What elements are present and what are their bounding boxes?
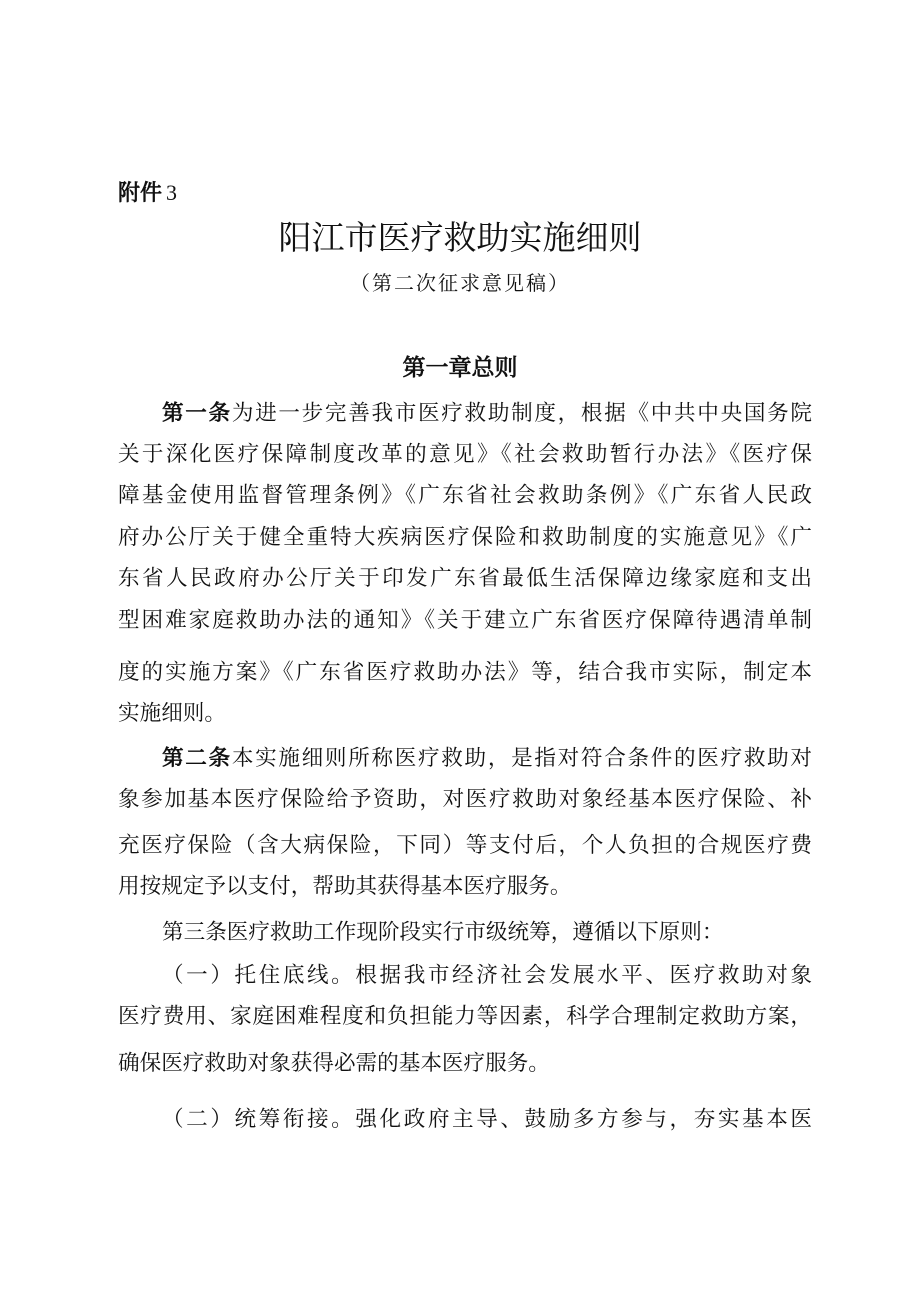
article-1-line-2: 关于深化医疗保障制度改革的意见》《社会救助暂行办法》《医疗保 [118,442,812,467]
article-2-line-4: 用按规定予以支付，帮助其获得基本医疗服务。 [118,874,572,899]
article-1-lead: 第一条 [162,401,232,426]
principle-2-line-1: （二）统筹衔接。强化政府主导、鼓励多方参与，夯实基本医 [162,1107,812,1132]
article-2-line-2: 象参加基本医疗保险给予资助，对医疗救助对象经基本医疗保险、补 [118,787,812,812]
article-1-line-7: 度的实施方案》《广东省医疗救助办法》等，结合我市实际，制定本 [118,660,812,685]
article-1-line-5: 东省人民政府办公厅关于印发广东省最低生活保障边缘家庭和支出 [118,566,812,591]
attachment-label: 附件 3 [118,180,178,206]
document-title: 阳江市医疗救助实施细则 [278,218,642,257]
article-2-line-3: 充医疗保险（含大病保险，下同）等支付后，个人负担的合规医疗费 [118,833,812,858]
document-subtitle: （第二次征求意见稿） [350,271,570,295]
article-1-line-6: 型困难家庭救助办法的通知》《关于建立广东省医疗保障待遇清单制 [118,608,812,633]
principle-1-line-2: 医疗费用、家庭困难程度和负担能力等因素，科学合理制定救助方案， [118,1004,812,1029]
chapter-heading: 第一章总则 [402,355,518,381]
article-2-lead: 第二条 [162,746,232,771]
article-1-line-3: 障基金使用监督管理条例》《广东省社会救助条例》《广东省人民政 [118,483,812,508]
principle-1-line-3: 确保医疗救助对象获得必需的基本医疗服务。 [118,1051,550,1076]
article-1-line-8: 实施细则。 [118,701,226,726]
article-1-line-1: 第一条为进一步完善我市医疗救助制度，根据《中共中央国务院 [162,401,812,426]
attachment-number: 3 [166,180,178,205]
principle-1-line-1: （一）托住底线。根据我市经济社会发展水平、医疗救助对象 [162,963,812,988]
article-3-line-1: 第三条医疗救助工作现阶段实行市级统筹，遵循以下原则： [162,920,724,945]
article-2-line-1: 第二条本实施细则所称医疗救助，是指对符合条件的医疗救助对 [162,746,812,771]
article-1-line-4: 府办公厅关于健全重特大疾病医疗保险和救助制度的实施意见》《广 [118,525,812,550]
